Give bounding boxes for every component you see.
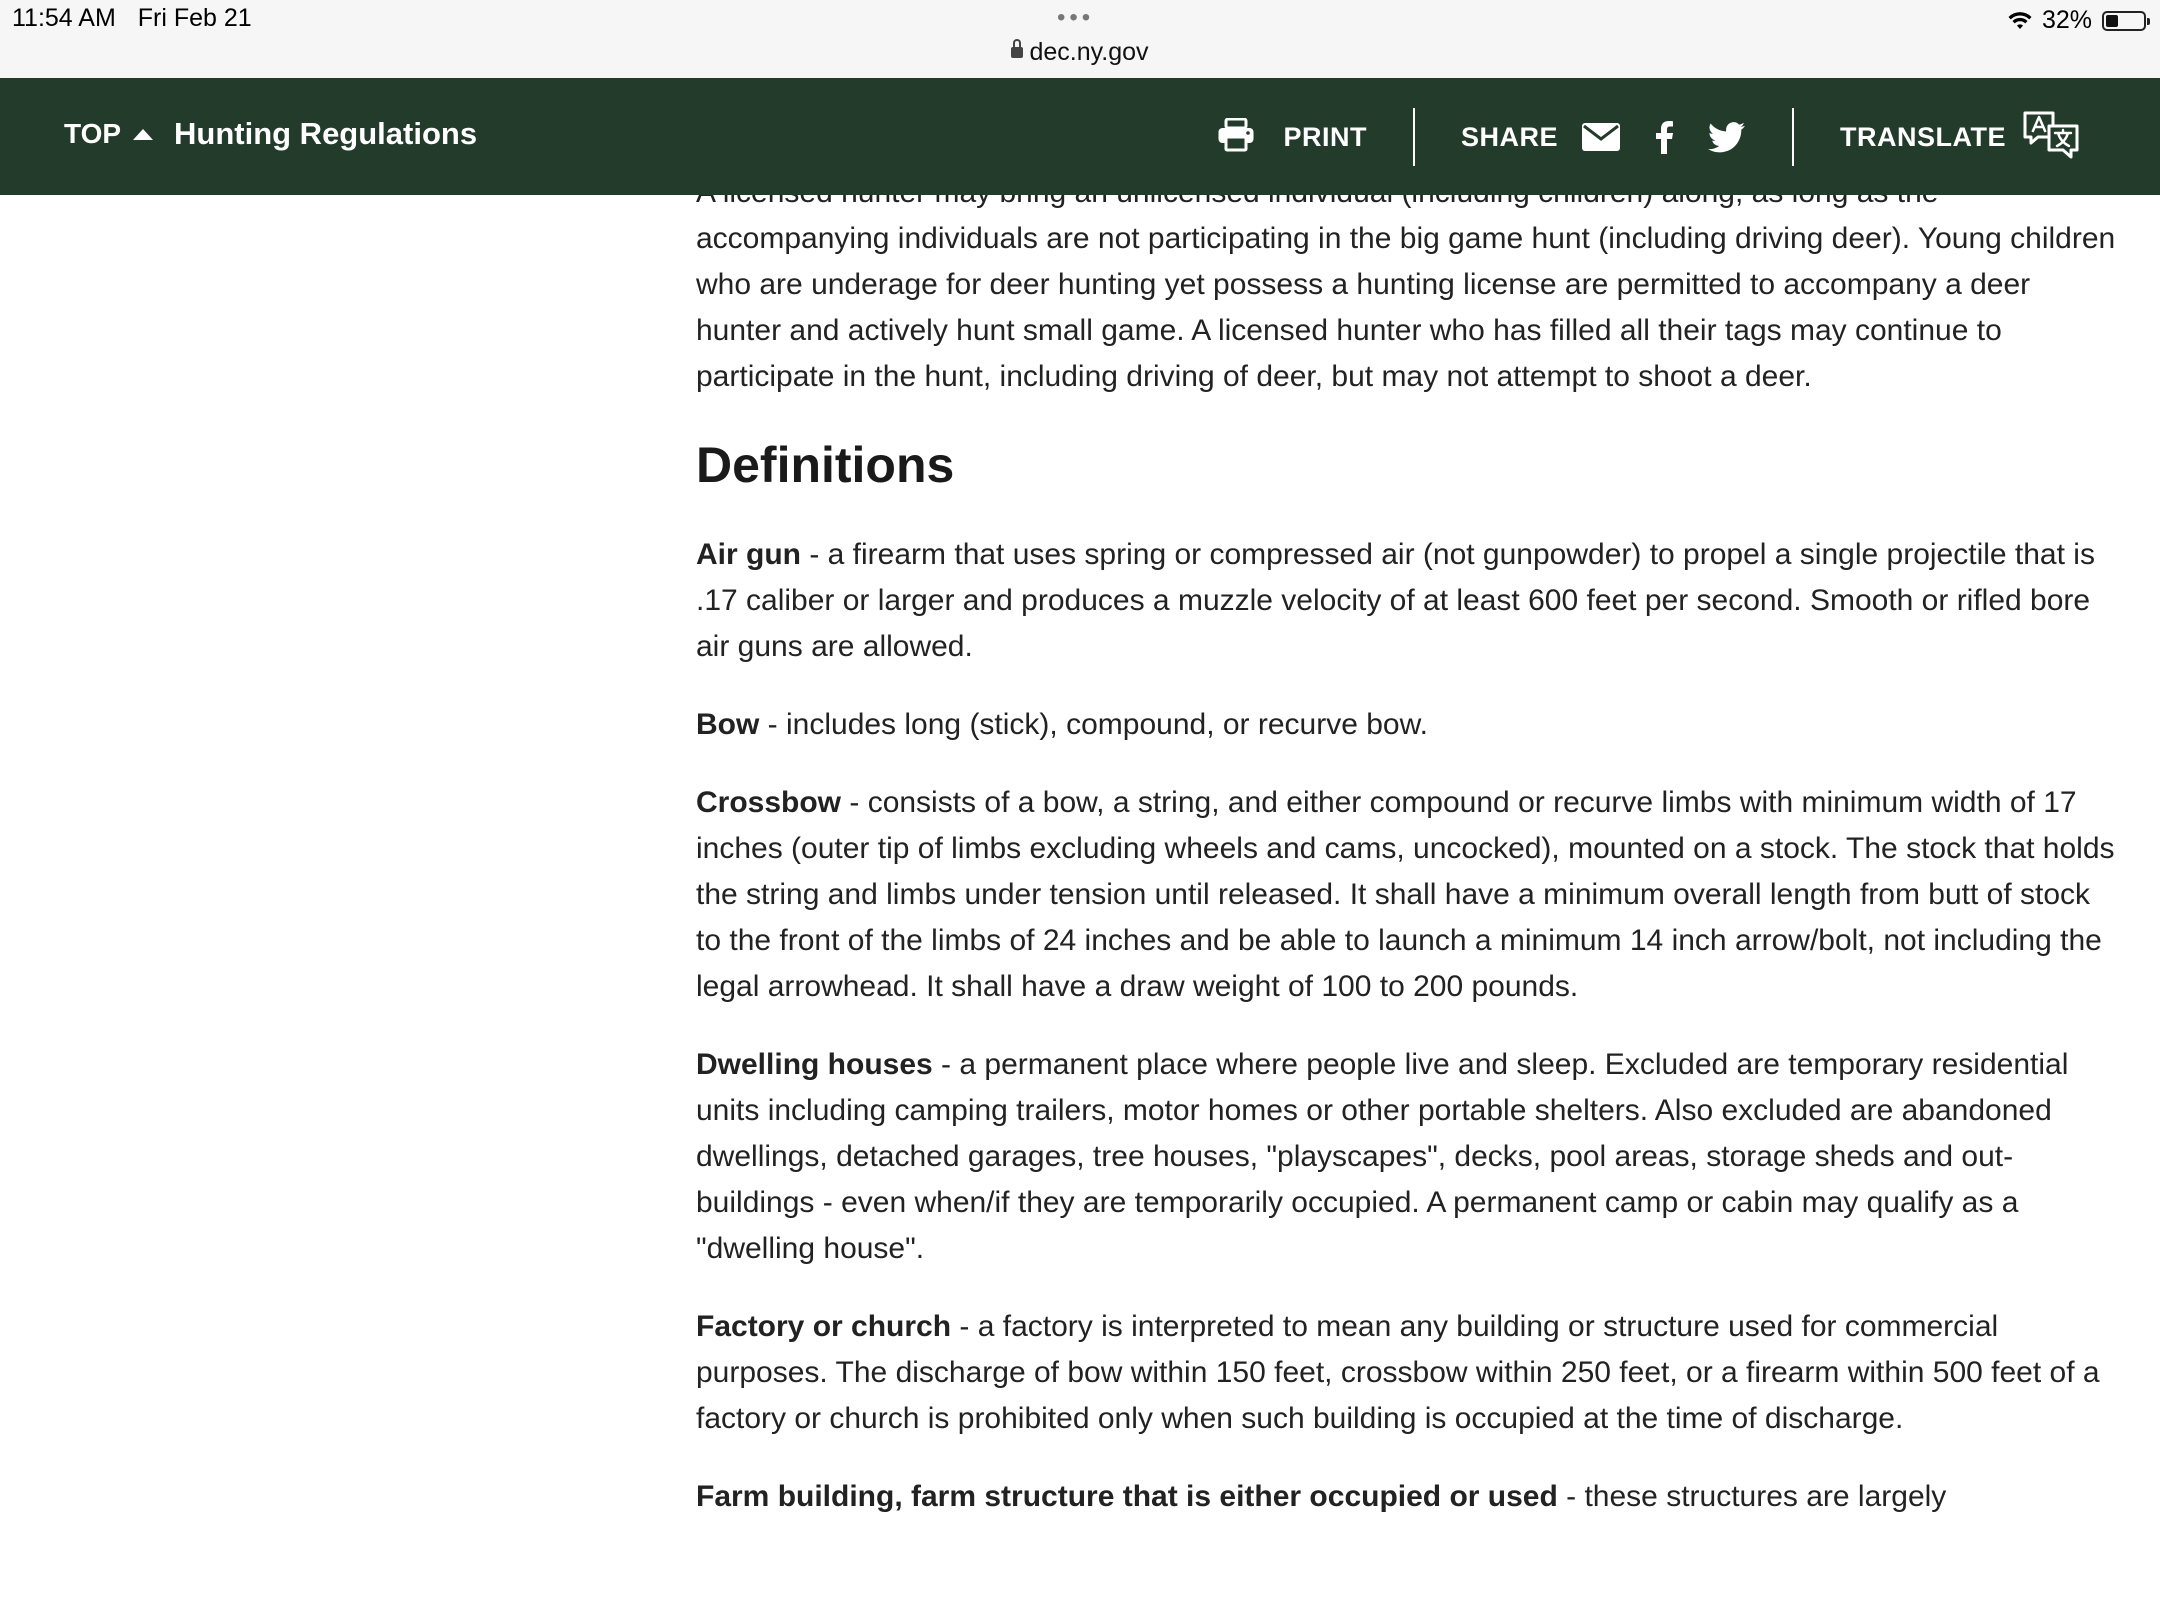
- definition-term: Crossbow: [696, 786, 842, 819]
- divider: [1413, 108, 1415, 166]
- translate-icon: [2022, 110, 2080, 165]
- facebook-icon[interactable]: [1654, 120, 1674, 154]
- divider: [1792, 108, 1794, 166]
- print-button[interactable]: [1217, 106, 1367, 168]
- status-indicators: [2008, 6, 2146, 35]
- definition-text: - a factory is interpreted to mean any building or structure used for commercial purposes. The discharge of bow within 150 feet, crossbow within 250 feet, or a firearm within 500 feet of a factory or church is prohibited only when such building is occupied at the time of discharge.: [696, 1310, 2100, 1435]
- sticky-header: [0, 78, 2160, 195]
- multitasking-dots-icon[interactable]: •••: [1057, 4, 1095, 31]
- definition-paragraph: [696, 780, 2116, 1010]
- page-title: Hunting Regulations: [174, 116, 478, 151]
- date: Fri Feb 21: [137, 4, 252, 32]
- definition-term: Bow: [696, 708, 760, 741]
- share-label: SHARE: [1460, 121, 1558, 152]
- definition-term: Farm building, farm structure that is either occupied or used: [696, 1480, 1558, 1513]
- translate-label: TRANSLATE: [1840, 121, 2006, 152]
- url-text: dec.ny.gov: [1029, 38, 1149, 66]
- definition-text: - a permanent place where people live and sleep. Excluded are temporary residential units including camping trailers, motor homes or other portable shelters. Also excluded are abandoned dwellings, detached garages, tree houses, "playscapes", decks, pool areas, storage sheds and out-buildings - even when/if they are temporarily occupied. A permanent camp or cabin may qualify as a "dwelling house".: [696, 1048, 2069, 1265]
- battery-percent: 32%: [2041, 6, 2092, 34]
- status-bar: [0, 0, 2160, 79]
- definition-paragraph: [696, 1304, 2116, 1442]
- definition-paragraph: [696, 1474, 2116, 1520]
- back-to-top-button[interactable]: [64, 118, 153, 150]
- address-bar[interactable]: [0, 38, 2160, 67]
- caret-up-icon: [133, 129, 153, 140]
- twitter-icon[interactable]: [1708, 122, 1746, 153]
- definition-paragraph: [696, 702, 2116, 748]
- print-label: PRINT: [1283, 121, 1367, 152]
- translate-button[interactable]: [1840, 106, 2080, 168]
- definitions-heading: Definitions: [696, 437, 955, 493]
- definition-term: Dwelling houses: [696, 1048, 933, 1081]
- clock: 11:54 AM: [12, 4, 116, 32]
- header-tools: [1217, 106, 2080, 168]
- definition-text: - includes long (stick), compound, or recurve bow.: [759, 708, 1428, 741]
- definition-text: - these structures are largely: [1557, 1480, 1947, 1513]
- battery-icon: [2102, 11, 2146, 31]
- definition-term: Factory or church: [696, 1310, 952, 1343]
- definition-text: - consists of a bow, a string, and either compound or recurve limbs with minimum width of 17 inches (outer tip of limbs excluding wheels and cams, uncocked), mounted on a stock. The stock that holds the string and limbs under tension until released. It shall have a minimum overall length from butt of stock to the front of the limbs of 24 inches and be able to launch a minimum 14 inch arrow/bolt, not including the legal arrowhead. It shall have a draw weight of 100 to 200 pounds.: [696, 786, 2115, 1003]
- printer-icon: [1217, 118, 1255, 157]
- share-group: [1461, 106, 1746, 168]
- wifi-icon: [2008, 11, 2032, 31]
- definition-term: Air gun: [696, 538, 801, 571]
- lock-icon: [1011, 47, 1023, 58]
- article-content: [696, 170, 2116, 1552]
- definition-paragraph: [696, 532, 2116, 670]
- email-share-icon[interactable]: [1582, 123, 1620, 151]
- definition-text: - a firearm that uses spring or compressed air (not gunpowder) to propel a single projectile that is .17 caliber or larger and produces a muzzle velocity of at least 600 feet per second. Smooth or rifled bore air guns are allowed.: [696, 538, 2095, 663]
- top-label: TOP: [64, 118, 122, 149]
- intro-paragraph: accompanying individuals are not participating in the big game hunt (including driving deer). Young children who are underage for deer hunting yet possess a hunting license are permitted to accompany a deer hunter and actively hunt small game. A licensed hunter who has filled all their tags may continue to participate in the hunt, including driving of deer, but may not attempt to shoot a deer.: [696, 222, 2116, 393]
- status-time: [12, 4, 252, 33]
- definition-paragraph: [696, 1042, 2116, 1272]
- battery-fill: [2106, 15, 2118, 27]
